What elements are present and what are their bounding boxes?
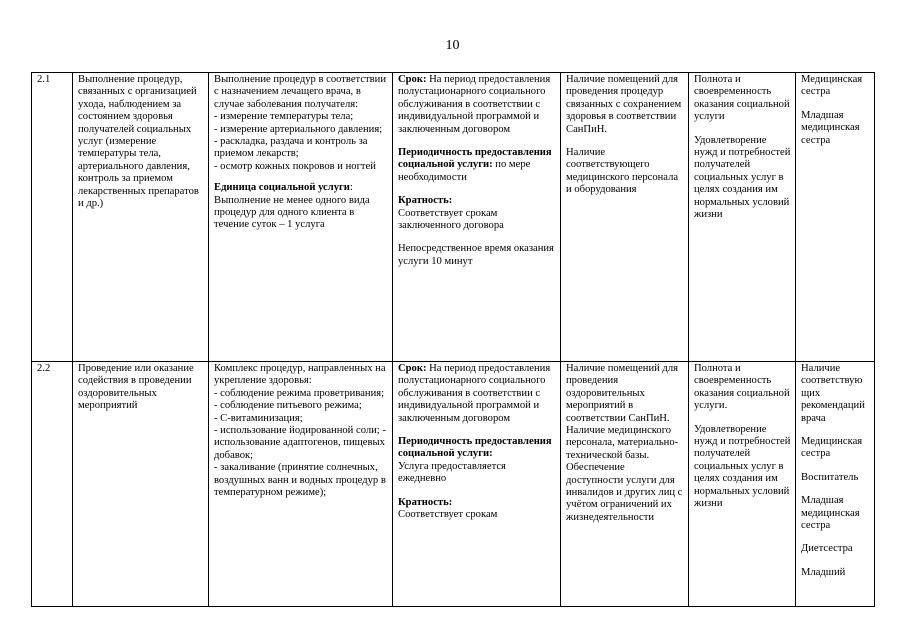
direct-time: Непосредственное время оказания услуги 10 минут	[398, 243, 554, 267]
description-line: - измерение температуры тела;	[214, 111, 354, 123]
staff-item: Воспитатель	[801, 471, 859, 483]
description-line: Выполнение процедур в соответствии с назначением лечащего врача, в случае заболевания получателя:	[214, 74, 386, 110]
service-description	[209, 362, 393, 607]
term-label: Срок:	[398, 363, 427, 374]
period-label: Периодичность предоставления социальной услуги:	[398, 436, 552, 460]
term-text: На период предоставления полустационарного социального обслуживания в соответствии с индивидуальной программой и заключенным договором	[398, 363, 551, 424]
staff-item: Медицинская сестра	[801, 436, 863, 460]
description-line: - С-витаминизация;	[214, 412, 303, 424]
multiplicity-label: Кратность:	[398, 496, 453, 508]
row-number: 2.1	[32, 73, 73, 362]
term-text: На период предоставления полустационарного социального обслуживания в соответствии с индивидуальной программой и заключенным договором	[398, 74, 551, 135]
description-line: - соблюдение питьевого режима;	[214, 400, 362, 412]
unit-paragraph	[214, 182, 388, 232]
page-number: 10	[445, 38, 460, 53]
period-paragraph	[398, 436, 556, 486]
multiplicity-text: Соответствует срокам заключенного договора	[398, 207, 504, 232]
term-paragraph	[398, 74, 556, 136]
condition-item: Наличие помещений для проведения процедур связанных с сохранением здоровья в соответствии СанПиН.	[566, 74, 682, 135]
quality-column	[689, 362, 796, 607]
quality-item: Удовлетворение нужд и потребностей получателей социальных услуг в целях создания им нормальных условий жизни	[694, 423, 791, 510]
multiplicity-text: Соответствует срокам	[398, 509, 498, 521]
description-line: - соблюдение режима проветривания;	[214, 387, 385, 399]
term-column	[393, 362, 561, 607]
unit-text: : Выполнение не менее одного вида процедур для одного клиента в течение суток – 1 услуга	[214, 182, 370, 231]
description-line: использование адаптогенов, пищевых добавок;	[214, 437, 385, 461]
quality-item: Полнота и своевременность оказания социальной услуги.	[694, 363, 790, 412]
description-line: - раскладка, раздача и контроль за приемом лекарств;	[214, 136, 368, 160]
services-table	[31, 72, 875, 607]
quality-item: Удовлетворение нужд и потребностей получателей социальных услуг в целях создания им нормальных условий жизни	[694, 134, 791, 221]
condition-item: Наличие помещений для проведения оздоровительных мероприятий в соответствии СанПиН. Наличие медицинского персонала, материально-технической базы. Обеспечение доступности услуги для инвалидов и других лиц с учётом ограничений их жизнедеятельности	[566, 363, 683, 523]
unit-label: Единица социальной услуги	[214, 182, 350, 194]
staff-item: Младший	[801, 566, 846, 578]
table-row	[32, 362, 875, 607]
term-label: Срок:	[398, 74, 427, 85]
conditions-column	[561, 73, 689, 362]
description-line: - осмотр кожных покровов и ногтей	[214, 160, 376, 172]
description-line: - использование йодированной соли; -	[214, 425, 386, 437]
staff-column	[796, 362, 875, 607]
period-label: Периодичность предоставления социальной услуги:	[398, 147, 552, 171]
staff-item: Наличие соответствующих рекомендаций врача	[801, 363, 865, 424]
staff-item: Диетсестра	[801, 543, 853, 555]
quality-column	[689, 73, 796, 362]
quality-item: Полнота и своевременность оказания социальной услуги	[694, 74, 790, 123]
multiplicity-paragraph	[398, 497, 556, 522]
term-column	[393, 73, 561, 362]
period-text: Услуга предоставляется ежедневно	[398, 460, 506, 485]
term-paragraph	[398, 363, 556, 425]
description-line: - закаливание (принятие солнечных, воздушных ванн и водных процедур в температурном режиме);	[214, 462, 386, 499]
staff-item: Младшая медицинская сестра	[801, 495, 860, 532]
condition-item: Наличие соответствующего медицинского персонала и оборудования	[566, 147, 679, 196]
description-line: Комплекс процедур, направленных на укрепление здоровья:	[214, 363, 386, 387]
conditions-column	[561, 362, 689, 607]
multiplicity-paragraph	[398, 195, 556, 232]
table-row	[32, 73, 875, 362]
staff-column	[796, 73, 875, 362]
service-name: Проведение или оказание содействия в проведении оздоровительных мероприятий	[73, 362, 209, 607]
description-line: - измерение артериального давления;	[214, 123, 383, 135]
period-paragraph	[398, 147, 556, 184]
service-name: Выполнение процедур, связанных с организацией ухода, наблюдением за состоянием здоровья получателей социальных услуг (измерение температуры тела, артериального давления, контроль за приемом лекарственных препаратов и др.)	[73, 73, 209, 362]
service-description	[209, 73, 393, 362]
multiplicity-label: Кратность:	[398, 195, 453, 207]
staff-item: Медицинская сестра	[801, 74, 863, 98]
staff-item: Младшая медицинская сестра	[801, 109, 860, 146]
period-text: по мере необходимости	[398, 159, 531, 183]
row-number: 2.2	[32, 362, 73, 607]
